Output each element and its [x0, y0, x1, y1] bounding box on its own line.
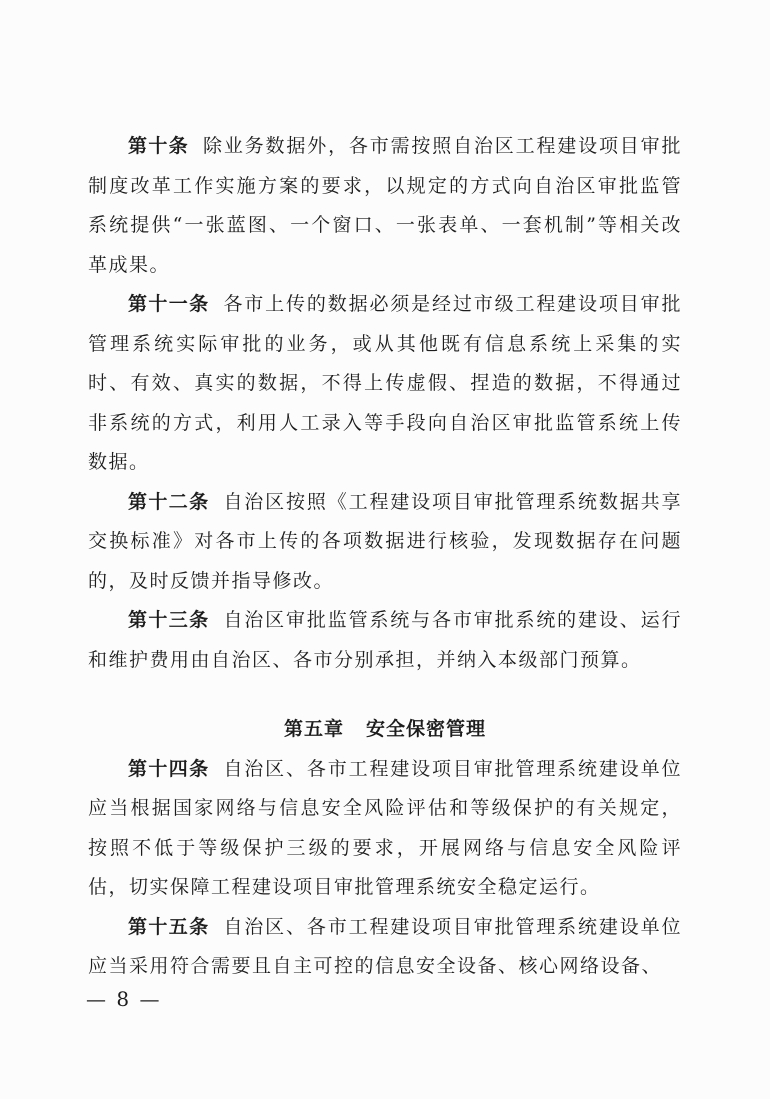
article-10 — [88, 127, 682, 285]
chapter-number: 第五章 — [283, 718, 344, 740]
article-heading: 第十一条 — [128, 293, 210, 315]
article-14 — [88, 750, 682, 908]
chapter-heading — [88, 710, 682, 750]
article-heading: 第十二条 — [128, 490, 210, 513]
document-body — [88, 127, 682, 987]
article-text: 自治区、各市工程建设项目审批管理系统建设单位应当根据国家网络与信息安全风险评估和等级保护的有关规定，按照不低于等级保护三级的要求，开展网络与信息安全风险评估，切实保障工程建设项目审批管理系统安全稳定运行。 — [88, 757, 682, 898]
article-heading: 第十三条 — [128, 609, 210, 631]
article-text: 自治区按照《工程建设项目审批管理系统数据共享交换标准》对各市上传的各项数据进行核验，发现数据存在问题的，及时反馈并指导修改。 — [88, 490, 682, 592]
article-text: 除业务数据外，各市需按照自治区工程建设项目审批制度改革工作实施方案的要求，以规定的方式向自治区审批监管系统提供“一张蓝图、一个窗口、一张表单、一套机制”等相关改革成果。 — [88, 135, 682, 276]
article-text: 自治区、各市工程建设项目审批管理系统建设单位应当采用符合需要且自主可控的信息安全设备、核心网络设备、 — [88, 915, 682, 977]
article-heading: 第十四条 — [128, 757, 210, 780]
article-text: 各市上传的数据必须是经过市级工程建设项目审批管理系统实际审批的业务，或从其他既有信息系统上采集的实时、有效、真实的数据，不得上传虚假、捏造的数据，不得通过非系统的方式，利用人工录入等手段向自治区审批监管系统上传数据。 — [88, 293, 682, 473]
article-13 — [88, 601, 682, 680]
article-heading: 第十条 — [128, 135, 190, 157]
chapter-title: 安全保密管理 — [366, 718, 487, 740]
article-heading: 第十五条 — [128, 915, 210, 938]
article-text: 自治区审批监管系统与各市审批系统的建设、运行和维护费用由自治区、各市分别承担，并纳入本级部门预算。 — [88, 609, 682, 671]
article-12 — [88, 483, 682, 602]
article-15 — [88, 908, 682, 987]
article-11 — [88, 285, 682, 483]
page-number: — 8 — — [86, 987, 162, 1011]
